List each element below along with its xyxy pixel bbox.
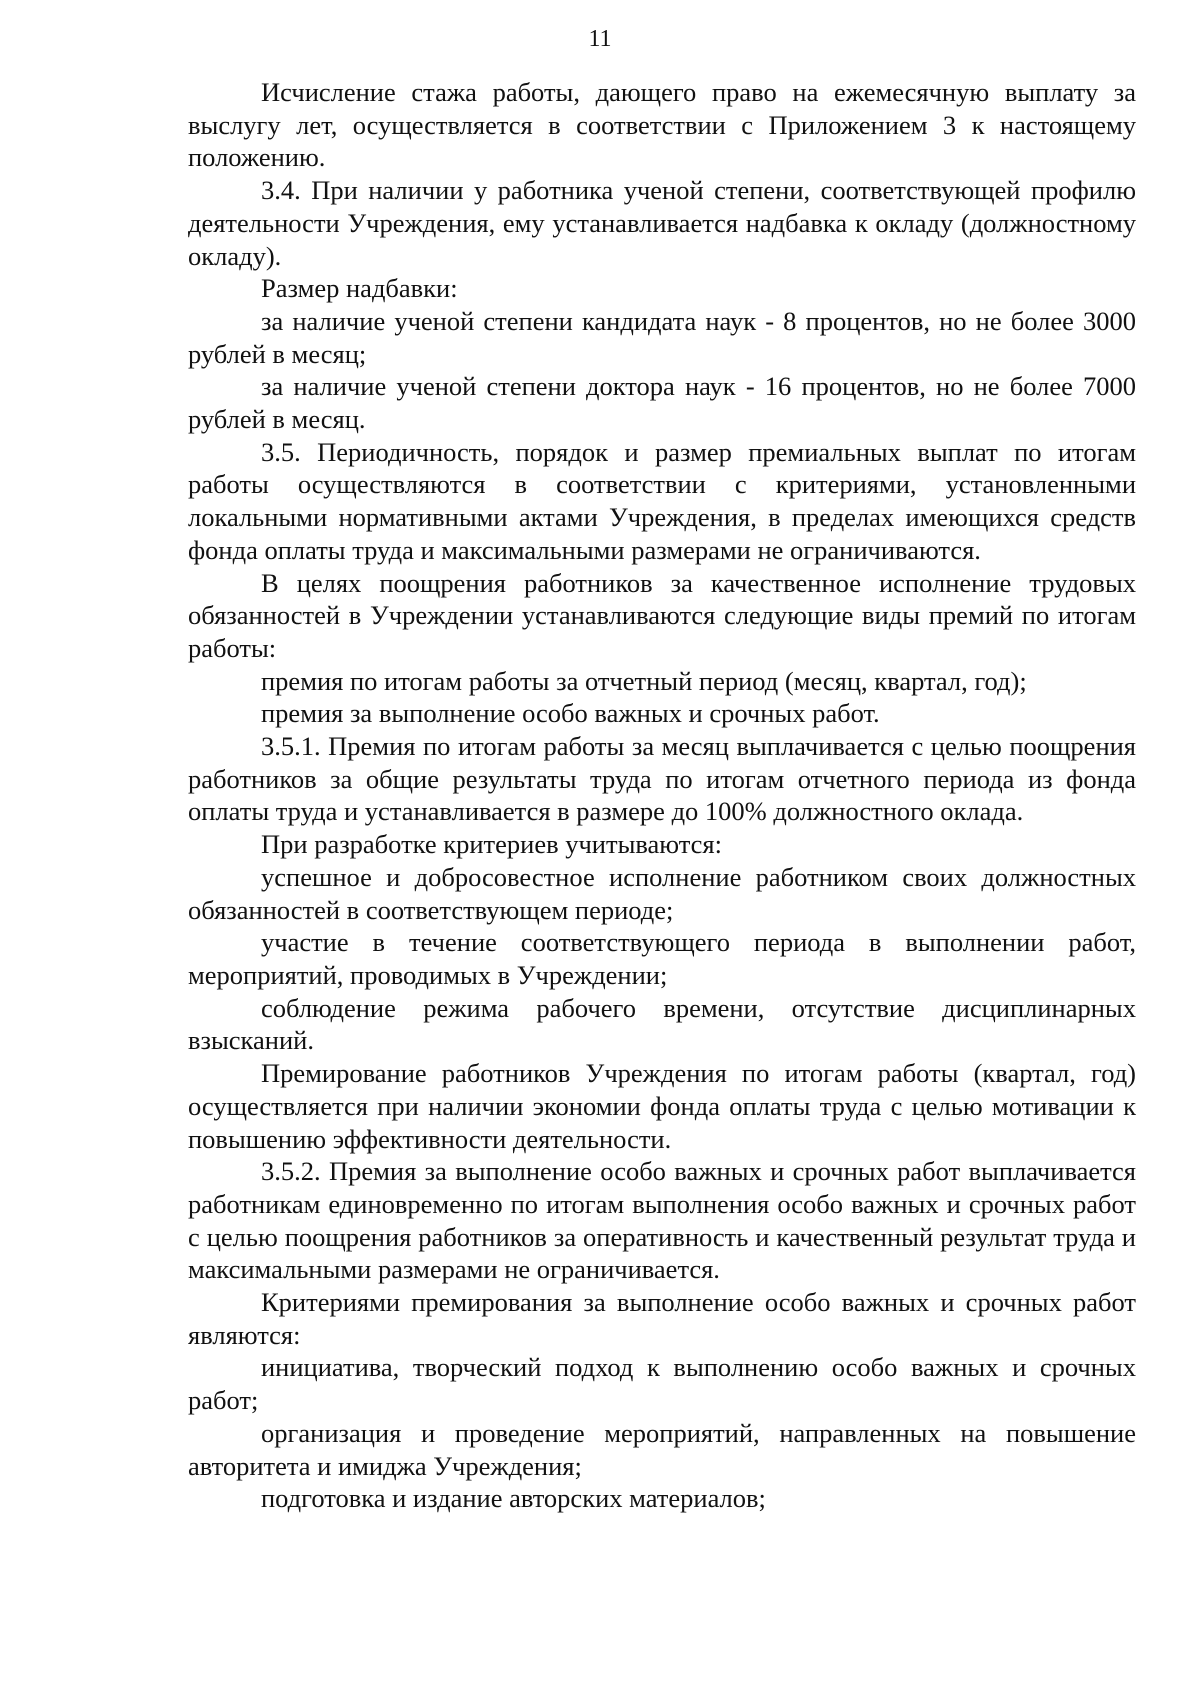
- paragraph-criteria-duties: успешное и добросовестное исполнение работником своих должностных обязанностей в соответствующем периоде;: [188, 861, 1136, 925]
- paragraph-urgent-criteria-initiative: инициатива, творческий подход к выполнению особо важных и срочных работ;: [188, 1352, 1136, 1416]
- paragraph-urgent-criteria-intro: Критериями премирования за выполнение особо важных и срочных работ являются:: [188, 1287, 1136, 1350]
- paragraph-candidate-of-sciences: за наличие ученой степени кандидата наук - 8 процентов, но не более 3000 рублей в месяц;: [188, 305, 1136, 369]
- paragraph-urgent-criteria-events: организация и проведение мероприятий, направленных на повышение авторитета и имиджа Учреждения;: [188, 1417, 1136, 1481]
- paragraph-bonus-types-intro: В целях поощрения работников за качественное исполнение трудовых обязанностей в Учреждении устанавливаются следующие виды премий по итогам работы:: [188, 567, 1136, 663]
- paragraph-3-5-1-monthly-bonus: 3.5.1. Премия по итогам работы за месяц выплачивается с целью поощрения работников за общие результаты труда по итогам отчетного периода из фонда оплаты труда и устанавливается в размере до 100% должностного оклада.: [188, 731, 1136, 827]
- paragraph-quarterly-annual-bonus: Премирование работников Учреждения по итогам работы (квартал, год) осуществляется при наличии экономии фонда оплаты труда с целью мотивации к повышению эффективности деятельности.: [188, 1058, 1136, 1154]
- paragraph-criteria-participation: участие в течение соответствующего периода в выполнении работ, мероприятий, проводимых в Учреждении;: [188, 927, 1136, 990]
- paragraph-urgent-criteria-publications: подготовка и издание авторских материалов;: [261, 1483, 766, 1514]
- paragraph-doctor-of-sciences: за наличие ученой степени доктора наук - 16 процентов, но не более 7000 рублей в месяц.: [188, 371, 1136, 435]
- paragraph-allowance-size: Размер надбавки:: [261, 273, 458, 304]
- paragraph-bonus-reporting-period: премия по итогам работы за отчетный период (месяц, квартал, год);: [261, 665, 1027, 696]
- paragraph-bonus-urgent-work: премия за выполнение особо важных и срочных работ.: [261, 698, 880, 729]
- document-body: [188, 76, 1136, 1515]
- paragraph-3-5-bonus-payments: 3.5. Периодичность, порядок и размер премиальных выплат по итогам работы осуществляются в соответствии с критериями, установленными локальными нормативными актами Учреждения, в пределах имеющихся средств фонда оплаты труда и максимальными размерами не ограничиваются.: [188, 436, 1136, 565]
- page-number: 11: [588, 26, 612, 52]
- paragraph-seniority-calculation: Исчисление стажа работы, дающего право на ежемесячную выплату за выслугу лет, осуществляется в соответствии с Приложением 3 к настоящему положению.: [188, 77, 1136, 173]
- paragraph-criteria-discipline: соблюдение режима рабочего времени, отсутствие дисциплинарных взысканий.: [188, 992, 1136, 1056]
- paragraph-3-4-academic-degree: 3.4. При наличии у работника ученой степени, соответствующей профилю деятельности Учреждения, ему устанавливается надбавка к окладу (должностному окладу).: [188, 175, 1136, 271]
- paragraph-3-5-2-urgent-work-bonus: 3.5.2. Премия за выполнение особо важных и срочных работ выплачивается работникам единовременно по итогам выполнения особо важных и срочных работ с целью поощрения работников за оперативность и качественный результат труда и максимальными размерами не ограничивается.: [188, 1156, 1136, 1285]
- paragraph-criteria-intro: При разработке критериев учитываются:: [261, 829, 722, 860]
